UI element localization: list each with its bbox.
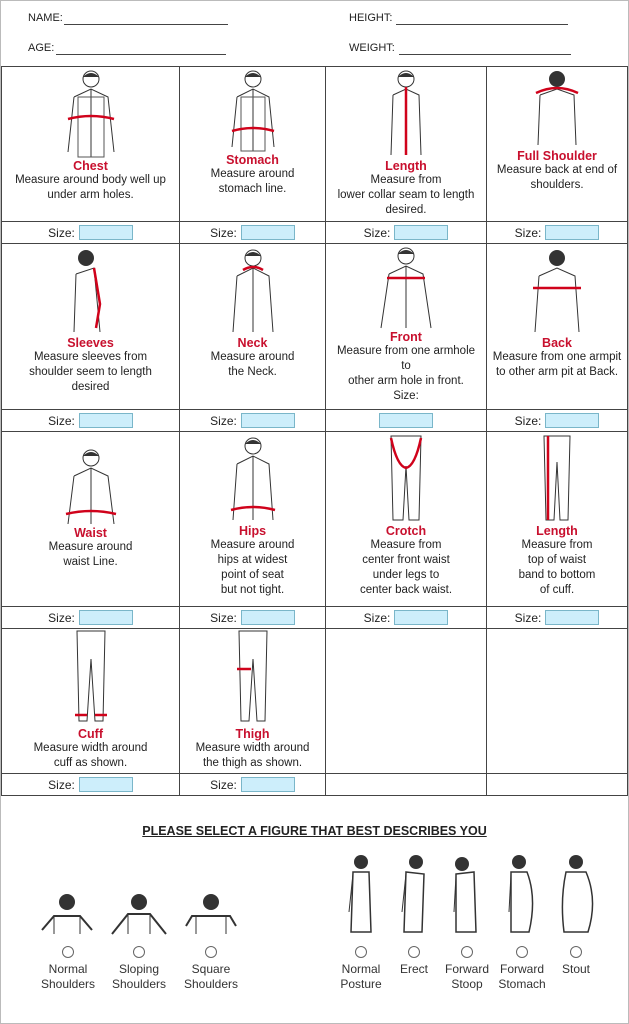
- radio-button[interactable]: [355, 946, 367, 958]
- crotch-figure-icon: [371, 432, 441, 524]
- size-label: Size:: [514, 610, 542, 625]
- size-row-front: [326, 410, 487, 432]
- measure-cell-cuff: [2, 629, 180, 774]
- sleeves-title: Sleeves: [67, 336, 114, 350]
- forward-stoop-figure-icon: [448, 852, 484, 934]
- option-erect[interactable]: [387, 946, 441, 977]
- size-label: Size:: [48, 777, 75, 792]
- normal-shoulders-figure-icon: [38, 892, 96, 936]
- sleeves-size-input[interactable]: [79, 413, 133, 428]
- back-desc-2: to other arm pit at Back.: [495, 366, 619, 378]
- radio-button[interactable]: [62, 946, 74, 958]
- size-label: Size:: [48, 225, 75, 240]
- length-figure-icon: [381, 67, 431, 159]
- full-shoulder-title: Full Shoulder: [517, 149, 597, 163]
- option-label-1: Forward: [444, 962, 489, 976]
- name-field[interactable]: [64, 24, 228, 25]
- stomach-title: Stomach: [226, 153, 279, 167]
- size-label: Size:: [210, 413, 237, 428]
- waist-figure-icon: [56, 446, 126, 526]
- size-row-back: [487, 410, 628, 432]
- waist-desc-2: waist Line.: [63, 556, 118, 568]
- size-row-cuff: [2, 774, 180, 796]
- option-label-1: Normal: [48, 962, 88, 976]
- radio-button[interactable]: [408, 946, 420, 958]
- length-title: Length: [385, 159, 427, 173]
- measure-cell-front: [326, 244, 487, 410]
- option-label-1: Stout: [561, 962, 591, 976]
- option-label-2: Stomach: [498, 977, 546, 991]
- full-shoulder-figure-icon: [530, 67, 584, 149]
- normal-posture-figure-icon: [343, 852, 379, 934]
- cuff-desc-2: cuff as shown.: [53, 757, 128, 769]
- pants-length-figure-icon: [532, 432, 582, 524]
- size-row-chest: [2, 222, 180, 244]
- measure-cell-thigh: [180, 629, 326, 774]
- crotch-title: Crotch: [385, 524, 427, 538]
- front-title: Front: [390, 330, 422, 344]
- measure-cell-sleeves: [2, 244, 180, 410]
- front-desc-3: other arm hole in front.: [348, 375, 464, 387]
- size-label: Size:: [514, 413, 542, 428]
- front-desc-2: to: [401, 360, 411, 372]
- hips-figure-icon: [221, 432, 285, 524]
- name-label: NAME:: [28, 12, 63, 24]
- size-label: Size:: [363, 610, 391, 625]
- empty-cell: [326, 629, 487, 774]
- option-normal-shoulders[interactable]: [33, 946, 103, 992]
- radio-button[interactable]: [570, 946, 582, 958]
- height-label: HEIGHT:: [349, 12, 393, 24]
- measure-cell-crotch: [326, 432, 487, 607]
- thigh-size-input[interactable]: [241, 777, 295, 792]
- radio-button[interactable]: [516, 946, 528, 958]
- measure-cell-hips: [180, 432, 326, 607]
- pants-length-size-input[interactable]: [545, 610, 599, 625]
- neck-title: Neck: [237, 336, 268, 350]
- hips-desc-1: Measure around: [210, 539, 295, 551]
- chest-title: Chest: [73, 159, 108, 173]
- weight-label: WEIGHT:: [349, 42, 395, 54]
- size-row-hips: [180, 607, 326, 629]
- size-label: Size:: [210, 610, 237, 625]
- option-label-1: Square: [191, 962, 231, 976]
- back-desc-1: Measure from one armpit: [492, 351, 622, 363]
- size-row-sleeves: [2, 410, 180, 432]
- neck-desc-2: the Neck.: [228, 366, 277, 378]
- neck-figure-icon: [223, 244, 283, 336]
- option-forward-stomach[interactable]: [491, 946, 553, 992]
- option-label-1: Forward: [499, 962, 544, 976]
- thigh-title: Thigh: [235, 727, 270, 741]
- sleeves-desc-3: desired: [71, 381, 110, 393]
- size-row-thigh: [180, 774, 326, 796]
- sloping-shoulders-figure-icon: [110, 892, 168, 936]
- full-shoulder-desc-1: Measure back at end of: [496, 164, 618, 176]
- option-sloping-shoulders[interactable]: [104, 946, 174, 992]
- back-size-input[interactable]: [545, 413, 599, 428]
- measure-cell-stomach: [180, 67, 326, 222]
- measure-cell-chest: [2, 67, 180, 222]
- crotch-desc-1: Measure from: [370, 539, 442, 551]
- empty-cell: [487, 629, 628, 774]
- stomach-desc-2: stomach line.: [218, 183, 287, 195]
- crotch-desc-4: center back waist.: [359, 584, 453, 596]
- option-label-2: Shoulders: [111, 977, 167, 991]
- measure-cell-back: [487, 244, 628, 410]
- measure-cell-full-shoulder: [487, 67, 628, 222]
- crotch-desc-3: under legs to: [372, 569, 440, 581]
- hips-desc-4: but not tight.: [220, 584, 285, 596]
- erect-figure-icon: [396, 852, 432, 934]
- measurement-grid: [1, 66, 628, 796]
- length-desc-3: desired.: [385, 204, 427, 216]
- option-label-2: Stoop: [451, 977, 483, 991]
- size-row-stomach: [180, 222, 326, 244]
- crotch-size-input[interactable]: [394, 610, 448, 625]
- stout-figure-icon: [558, 852, 598, 934]
- size-row-waist: [2, 607, 180, 629]
- hips-desc-2: hips at widest: [217, 554, 288, 566]
- option-stout[interactable]: [551, 946, 601, 977]
- waist-size-input[interactable]: [79, 610, 133, 625]
- back-figure-icon: [525, 244, 589, 336]
- size-label: Size:: [514, 225, 542, 240]
- size-row-length: [326, 222, 487, 244]
- neck-desc-1: Measure around: [210, 351, 295, 363]
- length-desc-2: lower collar seam to length: [337, 189, 475, 201]
- hips-title: Hips: [238, 524, 267, 538]
- stomach-size-input[interactable]: [241, 225, 295, 240]
- cuff-desc-1: Measure width around: [33, 742, 148, 754]
- pants-length-title: Length: [536, 524, 578, 538]
- pants-length-desc-1: Measure from: [521, 539, 593, 551]
- sleeves-figure-icon: [66, 244, 116, 336]
- hips-desc-3: point of seat: [221, 569, 284, 581]
- square-shoulders-figure-icon: [182, 892, 240, 936]
- option-label-2: Shoulders: [40, 977, 96, 991]
- front-figure-icon: [371, 244, 441, 330]
- pants-length-desc-2: top of waist: [527, 554, 587, 566]
- option-label-2: Shoulders: [183, 977, 239, 991]
- option-normal-posture[interactable]: [330, 946, 392, 992]
- empty-cell: [487, 774, 628, 796]
- measure-cell-waist: [2, 432, 180, 607]
- size-label: Size:: [210, 225, 237, 240]
- length-size-input[interactable]: [394, 225, 448, 240]
- front-inline-size: Size:: [393, 390, 419, 402]
- front-desc-1: Measure from one armhole: [336, 345, 476, 357]
- neck-size-input[interactable]: [241, 413, 295, 428]
- empty-cell: [326, 774, 487, 796]
- length-desc-1: Measure from: [370, 174, 442, 186]
- chest-desc-2: under arm holes.: [47, 189, 134, 201]
- stomach-figure-icon: [222, 67, 284, 153]
- option-label-2: Posture: [340, 977, 382, 991]
- thigh-figure-icon: [233, 629, 273, 727]
- cuff-figure-icon: [71, 629, 111, 727]
- forward-stomach-figure-icon: [503, 852, 539, 934]
- measure-cell-pants-length: [487, 432, 628, 607]
- cuff-size-input[interactable]: [79, 777, 133, 792]
- full-shoulder-desc-2: shoulders.: [530, 179, 584, 191]
- pants-length-desc-3: band to bottom: [518, 569, 596, 581]
- age-label: AGE:: [28, 42, 55, 54]
- size-row-neck: [180, 410, 326, 432]
- measure-cell-length: [326, 67, 487, 222]
- measure-cell-neck: [180, 244, 326, 410]
- option-square-shoulders[interactable]: [176, 946, 246, 992]
- chest-figure-icon: [56, 67, 126, 159]
- chest-desc-1: Measure around body well up: [15, 174, 166, 186]
- thigh-desc-1: Measure width around: [195, 742, 310, 754]
- crotch-desc-2: center front waist: [362, 554, 450, 566]
- back-title: Back: [542, 336, 572, 350]
- waist-desc-1: Measure around: [48, 541, 133, 553]
- size-label: Size:: [210, 777, 237, 792]
- thigh-desc-2: the thigh as shown.: [202, 757, 303, 769]
- pants-length-desc-4: of cuff.: [539, 584, 575, 596]
- height-field[interactable]: [396, 24, 568, 25]
- sleeves-desc-2: shoulder seem to length: [29, 366, 152, 378]
- size-row-crotch: [326, 607, 487, 629]
- weight-field[interactable]: [399, 54, 571, 55]
- radio-button[interactable]: [461, 946, 473, 958]
- size-label: Size:: [363, 225, 391, 240]
- chest-size-input[interactable]: [79, 225, 133, 240]
- figure-prompt: PLEASE SELECT A FIGURE THAT BEST DESCRIBES YOU: [142, 824, 487, 838]
- size-row-pants-length: [487, 607, 628, 629]
- option-label-1: Normal: [341, 962, 381, 976]
- size-label: Size:: [48, 413, 75, 428]
- size-label: Size:: [48, 610, 75, 625]
- age-field[interactable]: [56, 54, 226, 55]
- option-label-1: Sloping: [118, 962, 160, 976]
- waist-title: Waist: [74, 526, 107, 540]
- stomach-desc-1: Measure around: [210, 168, 295, 180]
- size-row-full-shoulder: [487, 222, 628, 244]
- front-size-input[interactable]: [379, 413, 433, 428]
- hips-size-input[interactable]: [241, 610, 295, 625]
- option-label-1: Erect: [399, 962, 428, 976]
- sleeves-desc-1: Measure sleeves from: [33, 351, 148, 363]
- option-forward-stoop[interactable]: [438, 946, 496, 992]
- radio-button[interactable]: [205, 946, 217, 958]
- radio-button[interactable]: [133, 946, 145, 958]
- full-shoulder-size-input[interactable]: [545, 225, 599, 240]
- cuff-title: Cuff: [78, 727, 103, 741]
